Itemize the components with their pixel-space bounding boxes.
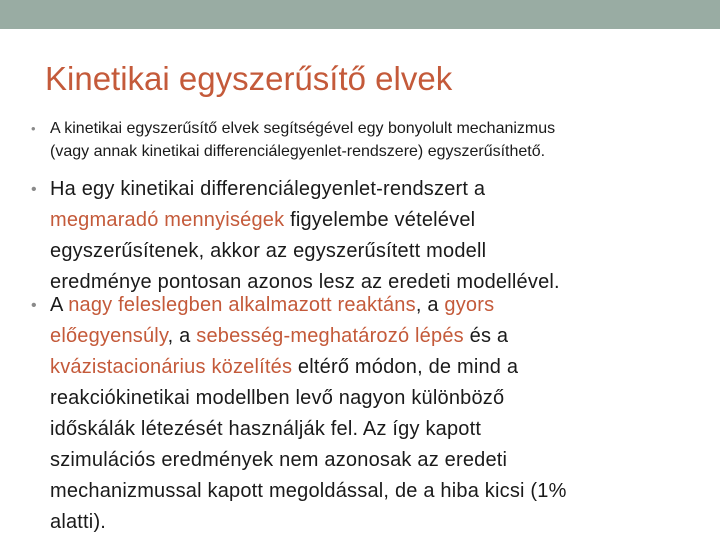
bullet-1-line-1: A kinetikai egyszerűsítő elvek segítségével egy bonyolult mechanizmus	[50, 120, 556, 137]
text-segment: A	[50, 294, 69, 316]
bullet-2-line-4: eredménye pontosan azonos lesz az eredeti modellével.	[50, 271, 560, 293]
bullet-3-line-6: szimulációs eredmények nem azonosak az eredeti	[50, 449, 508, 471]
bullet-item-2	[31, 174, 700, 298]
bullet-item-1	[31, 117, 700, 163]
bullet-3-line-5: időskálák létezését használják fel. Az így kapott	[50, 418, 482, 440]
bullet-3-line-3	[50, 352, 700, 383]
bullet-3-line-7: mechanizmussal kapott megoldással, de a hiba kicsi (1%	[50, 480, 567, 502]
bullet-marker: •	[31, 297, 37, 314]
bullet-2-line-3: egyszerűsítenek, akkor az egyszerűsített modell	[50, 240, 487, 262]
bullet-2-line-1: Ha egy kinetikai differenciálegyenlet-rendszert a	[50, 178, 486, 200]
text-segment: , a	[167, 325, 197, 347]
bullet-marker: •	[31, 121, 36, 136]
text-segment: , a	[415, 294, 445, 316]
highlight-term: megmaradó mennyiségek	[50, 209, 285, 231]
highlight-term: nagy feleslegben alkalmazott reaktáns	[68, 294, 416, 316]
bullet-2-line-2-text: figyelembe vételével	[284, 209, 476, 231]
highlight-term: előegyensúly	[50, 325, 168, 347]
highlight-term: sebesség-meghatározó lépés	[196, 325, 464, 347]
bullet-3-line-1	[50, 290, 700, 321]
text-segment: és a	[463, 325, 509, 347]
text-segment: eltérő módon, de mind a	[292, 356, 519, 378]
slide-title: Kinetikai egyszerűsítő elvek	[45, 60, 453, 97]
highlight-term: gyors	[444, 294, 495, 316]
highlight-term: kvázistacionárius közelítés	[50, 356, 293, 378]
bullet-3-line-2	[50, 321, 700, 352]
bullet-3-line-4: reakciókinetikai modellben levő nagyon különböző	[50, 387, 505, 409]
bullet-item-3	[31, 290, 700, 538]
bullet-3-line-8: alatti).	[50, 511, 107, 533]
bullet-1-line-2: (vagy annak kinetikai differenciálegyenlet-rendszere) egyszerűsíthető.	[50, 143, 546, 160]
top-accent-bar	[0, 0, 720, 29]
bullet-2-line-2	[50, 205, 700, 236]
bullet-marker: •	[31, 181, 37, 198]
